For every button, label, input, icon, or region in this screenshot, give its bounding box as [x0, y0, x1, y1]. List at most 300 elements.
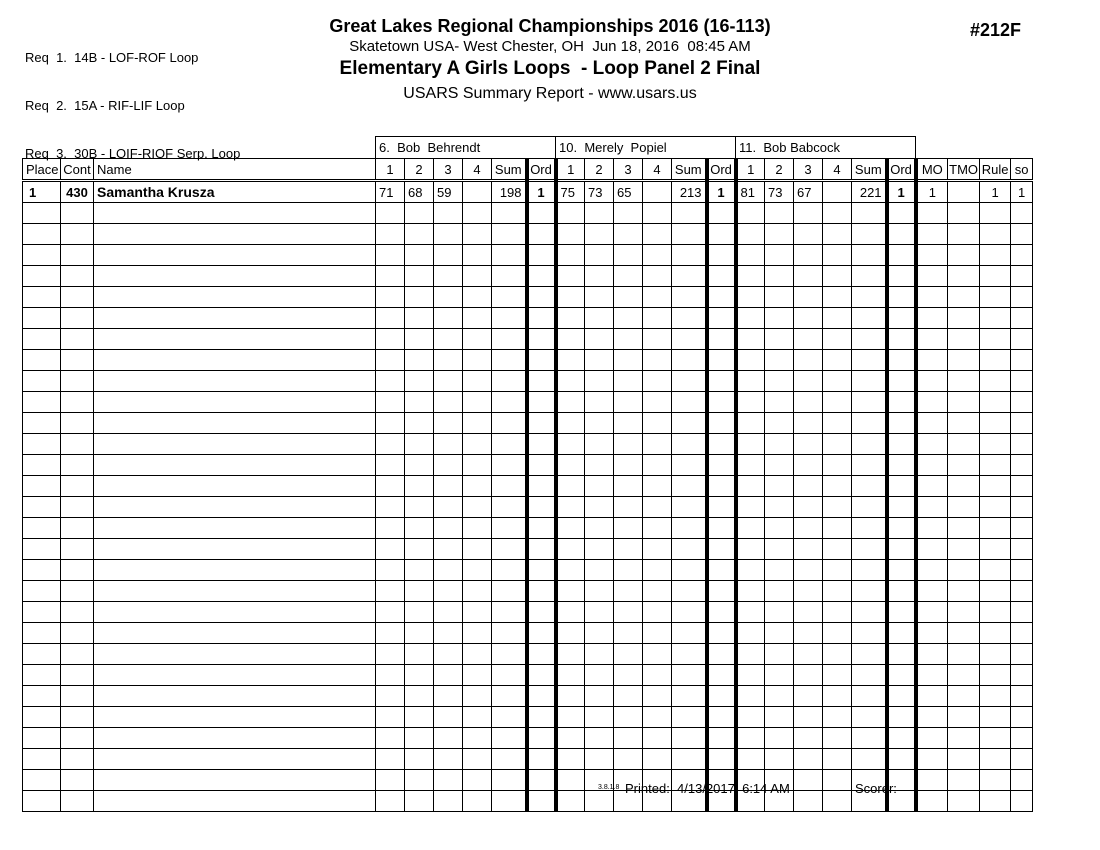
sum-cell-j3 [852, 455, 887, 476]
place-cell [23, 707, 61, 728]
ord-cell-j3 [887, 539, 916, 560]
sum-cell-j1 [492, 602, 527, 623]
score-cell-j3-s2 [765, 413, 794, 434]
col-header-j2-3: 3 [614, 159, 643, 181]
score-cell-j3-s4 [823, 644, 852, 665]
cont-cell [61, 644, 94, 665]
sum-cell-j3 [852, 434, 887, 455]
ord-cell-j2 [707, 476, 736, 497]
score-cell-j2-s1 [556, 602, 585, 623]
score-cell-j3-s4 [823, 455, 852, 476]
column-header-row [23, 159, 1033, 181]
score-cell-j1-s4 [463, 413, 492, 434]
score-cell-j3-s1 [736, 560, 765, 581]
score-cell-j2-s3 [614, 518, 643, 539]
cont-cell [61, 350, 94, 371]
score-cell-j1-s4 [463, 181, 492, 203]
mo-cell [916, 224, 948, 245]
score-cell-j3-s4 [823, 350, 852, 371]
score-cell-j2-s1 [556, 749, 585, 770]
score-cell-j3-s1 [736, 455, 765, 476]
table-row-empty [23, 581, 1033, 602]
ord-cell-j3 [887, 749, 916, 770]
ord-cell-j3 [887, 434, 916, 455]
ord-cell-j3 [887, 686, 916, 707]
score-cell-j1-s3 [434, 602, 463, 623]
col-header-j1-3: 3 [434, 159, 463, 181]
score-cell-j1-s2 [405, 539, 434, 560]
place-cell [23, 308, 61, 329]
sum-cell-j1: 198 [492, 181, 527, 203]
so-cell [1011, 455, 1033, 476]
cont-cell [61, 497, 94, 518]
name-cell [94, 644, 376, 665]
rule-cell [980, 644, 1011, 665]
tmo-cell [948, 181, 980, 203]
sum-cell-j1 [492, 539, 527, 560]
sum-cell-j3 [852, 623, 887, 644]
score-cell-j2-s4 [643, 644, 672, 665]
so-cell [1011, 728, 1033, 749]
score-cell-j1-s1 [376, 539, 405, 560]
score-cell-j3-s3 [794, 287, 823, 308]
place-cell [23, 665, 61, 686]
cont-cell [61, 623, 94, 644]
score-cell-j2-s3 [614, 245, 643, 266]
score-cell-j2-s1 [556, 791, 585, 812]
rule-cell [980, 287, 1011, 308]
so-cell [1011, 791, 1033, 812]
score-cell-j2-s2 [585, 392, 614, 413]
sum-cell-j3 [852, 581, 887, 602]
rule-cell [980, 707, 1011, 728]
score-cell-j1-s3 [434, 518, 463, 539]
sum-cell-j2 [672, 665, 707, 686]
score-cell-j2-s3 [614, 686, 643, 707]
score-cell-j3-s2 [765, 686, 794, 707]
score-cell-j1-s3 [434, 308, 463, 329]
score-cell-j3-s1: 81 [736, 181, 765, 203]
so-cell [1011, 245, 1033, 266]
ord-cell-j1 [527, 224, 556, 245]
col-header-j3-4: 4 [823, 159, 852, 181]
score-cell-j3-s1 [736, 539, 765, 560]
score-cell-j3-s2 [765, 350, 794, 371]
score-cell-j3-s1 [736, 728, 765, 749]
col-header-j3-2: 2 [765, 159, 794, 181]
score-cell-j1-s4 [463, 224, 492, 245]
mo-cell [916, 602, 948, 623]
ord-cell-j2 [707, 686, 736, 707]
mo-cell: 1 [916, 181, 948, 203]
ord-cell-j3 [887, 392, 916, 413]
score-cell-j2-s4 [643, 518, 672, 539]
rule-cell [980, 350, 1011, 371]
score-cell-j3-s2 [765, 749, 794, 770]
score-cell-j1-s1 [376, 791, 405, 812]
sum-cell-j1 [492, 644, 527, 665]
name-cell [94, 245, 376, 266]
col-header-mo: MO [916, 159, 948, 181]
tmo-cell [948, 560, 980, 581]
score-cell-j1-s3 [434, 497, 463, 518]
score-cell-j3-s2 [765, 623, 794, 644]
score-cell-j1-s2 [405, 728, 434, 749]
score-cell-j1-s4 [463, 791, 492, 812]
score-cell-j1-s2 [405, 224, 434, 245]
score-cell-j1-s2 [405, 707, 434, 728]
rule-cell [980, 476, 1011, 497]
tmo-cell [948, 245, 980, 266]
so-cell [1011, 224, 1033, 245]
name-cell [94, 518, 376, 539]
cont-cell [61, 308, 94, 329]
col-header-place: Place [23, 159, 61, 181]
sum-cell-j3 [852, 413, 887, 434]
col-header-rule: Rule [980, 159, 1011, 181]
score-cell-j1-s1 [376, 644, 405, 665]
score-cell-j1-s4 [463, 602, 492, 623]
so-cell [1011, 539, 1033, 560]
score-cell-j3-s3 [794, 539, 823, 560]
ord-cell-j1 [527, 497, 556, 518]
sum-cell-j1 [492, 497, 527, 518]
rule-cell [980, 497, 1011, 518]
score-cell-j3-s2 [765, 203, 794, 224]
score-cell-j2-s2 [585, 350, 614, 371]
col-header-j3-sum: Sum [852, 159, 887, 181]
score-cell-j3-s1 [736, 707, 765, 728]
table-row-empty [23, 350, 1033, 371]
col-header-j1-1: 1 [376, 159, 405, 181]
mo-cell [916, 707, 948, 728]
name-cell [94, 665, 376, 686]
rule-cell [980, 770, 1011, 791]
score-cell-j1-s4 [463, 728, 492, 749]
place-cell [23, 203, 61, 224]
sum-cell-j1 [492, 224, 527, 245]
score-cell-j3-s4 [823, 581, 852, 602]
sum-cell-j1 [492, 770, 527, 791]
sum-cell-j1 [492, 287, 527, 308]
score-cell-j1-s3 [434, 623, 463, 644]
table-row-empty [23, 308, 1033, 329]
score-cell-j3-s4 [823, 770, 852, 791]
sum-cell-j2 [672, 224, 707, 245]
score-cell-j3-s3 [794, 623, 823, 644]
so-cell [1011, 581, 1033, 602]
score-cell-j3-s1 [736, 581, 765, 602]
tmo-cell [948, 686, 980, 707]
mo-cell [916, 770, 948, 791]
score-cell-j3-s4 [823, 539, 852, 560]
sum-cell-j2 [672, 686, 707, 707]
mo-cell [916, 350, 948, 371]
rule-cell [980, 455, 1011, 476]
place-cell [23, 770, 61, 791]
sum-cell-j1 [492, 518, 527, 539]
sum-cell-j3 [852, 560, 887, 581]
name-cell [94, 770, 376, 791]
sum-cell-j2 [672, 476, 707, 497]
score-cell-j1-s3 [434, 791, 463, 812]
sum-cell-j1 [492, 791, 527, 812]
sum-cell-j1 [492, 476, 527, 497]
footer-scorer-label: Scorer: [855, 781, 897, 796]
band-spacer-left [23, 137, 376, 159]
ord-cell-j1 [527, 518, 556, 539]
score-cell-j3-s1 [736, 392, 765, 413]
ord-cell-j3 [887, 371, 916, 392]
ord-cell-j1 [527, 455, 556, 476]
score-cell-j3-s4 [823, 308, 852, 329]
score-cell-j2-s1 [556, 770, 585, 791]
score-cell-j1-s2 [405, 644, 434, 665]
sum-cell-j2 [672, 308, 707, 329]
tmo-cell [948, 329, 980, 350]
score-cell-j2-s3 [614, 581, 643, 602]
name-cell [94, 623, 376, 644]
tmo-cell [948, 623, 980, 644]
mo-cell [916, 791, 948, 812]
place-cell [23, 476, 61, 497]
rule-cell [980, 308, 1011, 329]
score-cell-j1-s3 [434, 434, 463, 455]
score-cell-j2-s2 [585, 266, 614, 287]
table-row-empty [23, 602, 1033, 623]
table-row-empty [23, 413, 1033, 434]
score-cell-j2-s3 [614, 560, 643, 581]
score-cell-j2-s4 [643, 497, 672, 518]
mo-cell [916, 665, 948, 686]
ord-cell-j2 [707, 560, 736, 581]
ord-cell-j1 [527, 791, 556, 812]
so-cell [1011, 749, 1033, 770]
sum-cell-j3 [852, 371, 887, 392]
score-cell-j1-s1 [376, 497, 405, 518]
so-cell [1011, 476, 1033, 497]
score-cell-j1-s1 [376, 686, 405, 707]
score-cell-j2-s4 [643, 749, 672, 770]
score-cell-j2-s2 [585, 728, 614, 749]
mo-cell [916, 266, 948, 287]
cont-cell [61, 455, 94, 476]
score-cell-j3-s1 [736, 749, 765, 770]
tmo-cell [948, 518, 980, 539]
rule-cell [980, 245, 1011, 266]
score-cell-j1-s4 [463, 203, 492, 224]
rule-cell [980, 560, 1011, 581]
table-row-empty [23, 665, 1033, 686]
rule-cell [980, 266, 1011, 287]
score-cell-j2-s1: 75 [556, 181, 585, 203]
sum-cell-j2 [672, 455, 707, 476]
sum-cell-j3 [852, 350, 887, 371]
score-cell-j2-s4 [643, 287, 672, 308]
score-cell-j3-s4 [823, 287, 852, 308]
sum-cell-j3 [852, 686, 887, 707]
score-cell-j2-s2 [585, 455, 614, 476]
ord-cell-j2 [707, 287, 736, 308]
score-cell-j1-s4 [463, 476, 492, 497]
mo-cell [916, 560, 948, 581]
score-cell-j3-s3 [794, 581, 823, 602]
score-cell-j2-s4 [643, 455, 672, 476]
score-cell-j2-s1 [556, 686, 585, 707]
col-header-j1-sum: Sum [492, 159, 527, 181]
table-row-empty [23, 266, 1033, 287]
score-cell-j2-s1 [556, 644, 585, 665]
ord-cell-j2 [707, 371, 736, 392]
name-cell: Samantha Krusza [94, 181, 376, 203]
mo-cell [916, 518, 948, 539]
score-cell-j3-s4 [823, 434, 852, 455]
place-cell [23, 602, 61, 623]
place-cell [23, 329, 61, 350]
score-cell-j3-s2 [765, 224, 794, 245]
score-cell-j2-s3 [614, 749, 643, 770]
score-cell-j2-s1 [556, 371, 585, 392]
sum-cell-j1 [492, 350, 527, 371]
score-cell-j2-s4 [643, 560, 672, 581]
score-cell-j1-s3 [434, 371, 463, 392]
score-cell-j3-s4 [823, 560, 852, 581]
score-cell-j2-s3 [614, 224, 643, 245]
score-cell-j1-s4 [463, 308, 492, 329]
score-cell-j1-s3 [434, 224, 463, 245]
ord-cell-j2 [707, 350, 736, 371]
sum-cell-j2 [672, 434, 707, 455]
place-cell [23, 434, 61, 455]
score-cell-j1-s2: 68 [405, 181, 434, 203]
score-cell-j1-s2 [405, 266, 434, 287]
ord-cell-j1 [527, 413, 556, 434]
so-cell [1011, 434, 1033, 455]
sum-cell-j2 [672, 350, 707, 371]
table-row-empty [23, 518, 1033, 539]
tmo-cell [948, 602, 980, 623]
tmo-cell [948, 266, 980, 287]
req-line-1: Req 1. 14B - LOF-ROF Loop [25, 50, 199, 65]
score-cell-j1-s2 [405, 329, 434, 350]
cont-cell [61, 791, 94, 812]
score-cell-j1-s3 [434, 455, 463, 476]
rule-cell [980, 371, 1011, 392]
score-cell-j1-s1 [376, 329, 405, 350]
score-cell-j3-s2 [765, 245, 794, 266]
mo-cell [916, 623, 948, 644]
score-cell-j3-s1 [736, 497, 765, 518]
tmo-cell [948, 665, 980, 686]
score-cell-j3-s3 [794, 266, 823, 287]
place-cell [23, 371, 61, 392]
score-cell-j2-s3 [614, 539, 643, 560]
table-row-empty [23, 707, 1033, 728]
cont-cell [61, 434, 94, 455]
score-cell-j1-s2 [405, 518, 434, 539]
score-cell-j1-s3 [434, 665, 463, 686]
place-cell [23, 686, 61, 707]
score-cell-j1-s1 [376, 413, 405, 434]
so-cell [1011, 371, 1033, 392]
sum-cell-j1 [492, 623, 527, 644]
score-cell-j3-s3 [794, 644, 823, 665]
score-cell-j2-s2 [585, 749, 614, 770]
score-cell-j1-s2 [405, 245, 434, 266]
ord-cell-j2 [707, 329, 736, 350]
so-cell [1011, 497, 1033, 518]
ord-cell-j2 [707, 539, 736, 560]
req-line-3: Req 3. 30B - LOIF-RIOF Serp. Loop [25, 146, 241, 161]
ord-cell-j2 [707, 434, 736, 455]
score-cell-j3-s2 [765, 644, 794, 665]
summary-table-wrap [22, 136, 1033, 812]
score-cell-j2-s2 [585, 539, 614, 560]
tmo-cell [948, 770, 980, 791]
sum-cell-j2 [672, 539, 707, 560]
cont-cell [61, 392, 94, 413]
score-cell-j1-s4 [463, 665, 492, 686]
score-cell-j3-s2 [765, 287, 794, 308]
score-cell-j1-s1 [376, 707, 405, 728]
ord-cell-j2 [707, 224, 736, 245]
tmo-cell [948, 287, 980, 308]
score-cell-j2-s1 [556, 287, 585, 308]
score-cell-j2-s3 [614, 665, 643, 686]
sum-cell-j2 [672, 392, 707, 413]
name-cell [94, 707, 376, 728]
sum-cell-j2 [672, 644, 707, 665]
score-cell-j3-s1 [736, 287, 765, 308]
score-cell-j2-s1 [556, 455, 585, 476]
cont-cell [61, 581, 94, 602]
ord-cell-j3 [887, 287, 916, 308]
sum-cell-j1 [492, 728, 527, 749]
band-spacer-right [916, 137, 1033, 159]
col-header-so: so [1011, 159, 1033, 181]
table-row-empty [23, 455, 1033, 476]
ord-cell-j2 [707, 413, 736, 434]
score-cell-j2-s2 [585, 560, 614, 581]
score-cell-j2-s1 [556, 329, 585, 350]
score-cell-j2-s2 [585, 518, 614, 539]
mo-cell [916, 749, 948, 770]
name-cell [94, 203, 376, 224]
score-cell-j2-s3 [614, 329, 643, 350]
score-cell-j3-s4 [823, 329, 852, 350]
score-cell-j2-s1 [556, 581, 585, 602]
score-cell-j1-s4 [463, 707, 492, 728]
score-cell-j3-s3 [794, 560, 823, 581]
score-cell-j1-s2 [405, 434, 434, 455]
score-cell-j3-s4 [823, 686, 852, 707]
name-cell [94, 602, 376, 623]
score-cell-j3-s3 [794, 203, 823, 224]
ord-cell-j3 [887, 497, 916, 518]
rule-cell [980, 539, 1011, 560]
score-cell-j1-s3 [434, 560, 463, 581]
cont-cell: 430 [61, 181, 94, 203]
sum-cell-j2 [672, 266, 707, 287]
score-cell-j2-s4 [643, 707, 672, 728]
name-cell [94, 686, 376, 707]
score-cell-j2-s2 [585, 371, 614, 392]
score-cell-j3-s2 [765, 392, 794, 413]
so-cell [1011, 308, 1033, 329]
score-cell-j1-s1 [376, 518, 405, 539]
score-cell-j2-s4 [643, 308, 672, 329]
so-cell [1011, 203, 1033, 224]
